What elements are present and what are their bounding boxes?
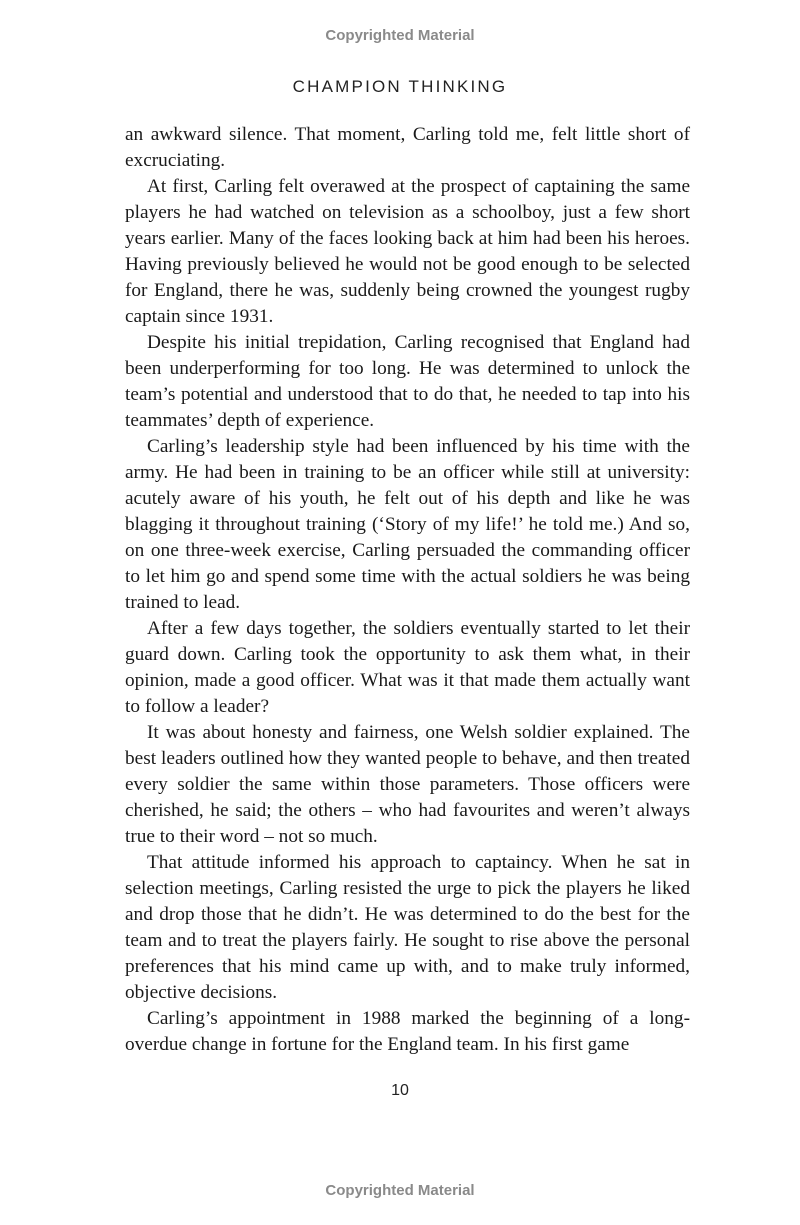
paragraph-7: That attitude informed his approach to captaincy. When he sat in selection meetings, Carling resisted the urge to pick the players he liked and drop those that he didn’t. He was determined to do the best for the team and to treat the players fairly. He sought to rise above the personal preferences that his mind came up with, and to make truly informed, objective decisions. — [125, 852, 690, 1003]
paragraph-3: Despite his initial trepidation, Carling recognised that England had been underperforming for too long. He was determined to unlock the team’s potential and understood that to do that, he needed to tap into his teammates’ depth of experience. — [125, 332, 690, 431]
body-text — [125, 122, 690, 1058]
paragraph-5: After a few days together, the soldiers eventually started to let their guard down. Carling took the opportunity to ask them what, in their opinion, made a good officer. What was it that made them actually want to follow a leader? — [125, 618, 690, 717]
copyright-watermark-top: Copyrighted Material — [325, 27, 475, 44]
paragraph-8: Carling’s appointment in 1988 marked the beginning of a long-overdue change in fortune for the England team. In his first game — [125, 1008, 690, 1055]
page-number: 10 — [391, 1082, 409, 1099]
paragraph-4: Carling’s leadership style had been influenced by his time with the army. He had been in training to be an officer while still at university: acutely aware of his youth, he felt out of his depth and like he was blagging it throughout training (‘Story of my life!’ he told me.) And so, on one three-week exercise, Carling persuaded the commanding officer to let him go and spend some time with the actual soldiers he was being trained to lead. — [125, 436, 690, 613]
running-head: CHAMPION THINKING — [292, 77, 508, 96]
paragraph-6: It was about honesty and fairness, one Welsh soldier explained. The best leaders outlined how they wanted people to behave, and then treated every soldier the same within those parameters. Those officers were cherished, he said; the others – who had favourites and weren’t always true to their word – not so much. — [125, 722, 690, 847]
paragraph-2: At first, Carling felt overawed at the prospect of captaining the same players he had watched on television as a schoolboy, just a few short years earlier. Many of the faces looking back at him had been his heroes. Having previously believed he would not be good enough to be selected for England, there he was, suddenly being crowned the youngest rugby captain since 1931. — [125, 176, 690, 327]
paragraph-1: an awkward silence. That moment, Carling told me, felt little short of excruciating. — [125, 124, 690, 171]
copyright-watermark-bottom: Copyrighted Material — [325, 1182, 475, 1199]
